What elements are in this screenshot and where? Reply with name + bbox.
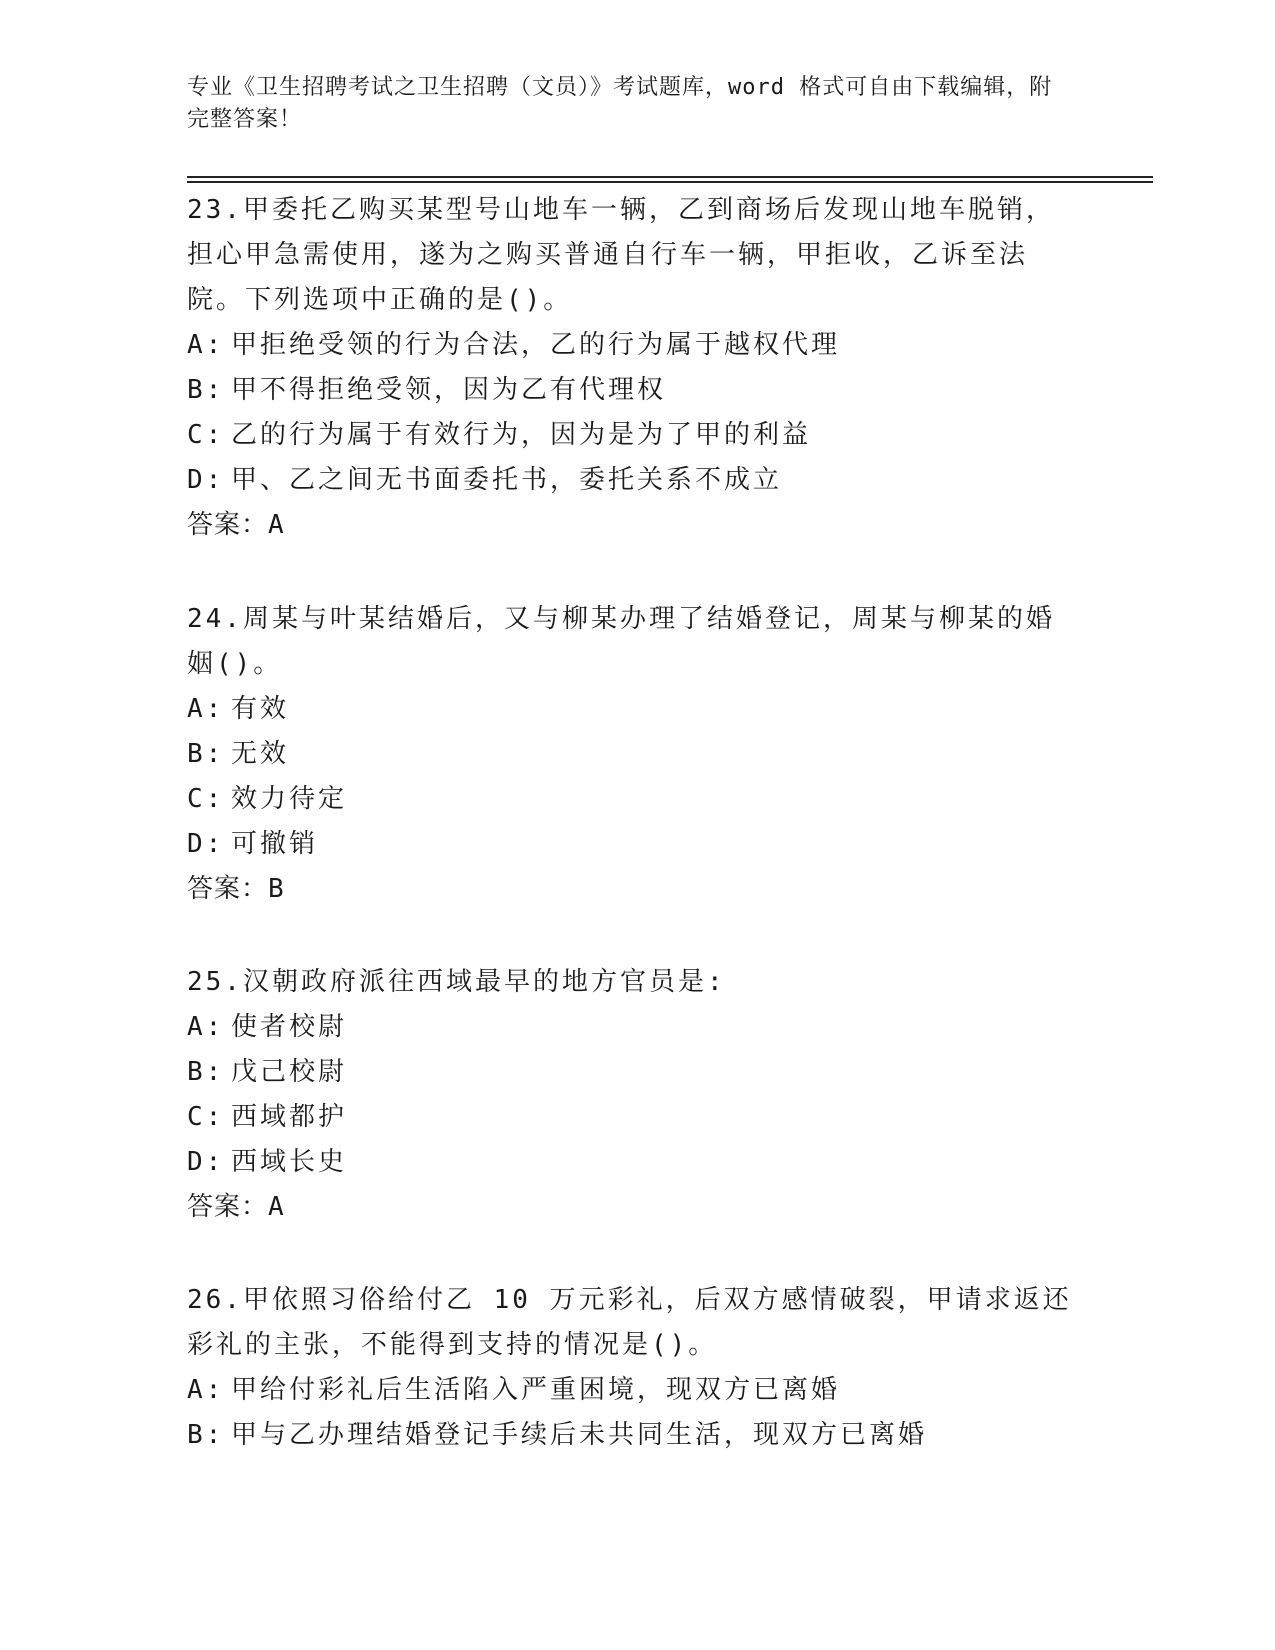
option-text: 甲、乙之间无书面委托书，委托关系不成立 bbox=[231, 465, 783, 495]
option-text: 可撤销 bbox=[231, 829, 319, 859]
option-letter: D: bbox=[187, 829, 225, 859]
option-letter: C: bbox=[187, 1102, 225, 1132]
question-stem: 25.汉朝政府派往西域最早的地方官员是: bbox=[187, 967, 726, 997]
option-text: 乙的行为属于有效行为，因为是为了甲的利益 bbox=[231, 420, 812, 450]
header-divider-bottom bbox=[187, 181, 1153, 183]
option-text: 效力待定 bbox=[231, 784, 348, 814]
option-letter: B: bbox=[187, 1057, 225, 1087]
option-letter: A: bbox=[187, 1375, 225, 1405]
option-c bbox=[187, 413, 1077, 458]
option-c bbox=[187, 1095, 1077, 1140]
option-text: 甲与乙办理结婚登记手续后未共同生活，现双方已离婚 bbox=[231, 1420, 928, 1450]
question-24 bbox=[187, 597, 1077, 912]
answer-label: 答案： bbox=[187, 874, 269, 904]
header-divider-top bbox=[187, 176, 1153, 178]
option-text: 甲不得拒绝受领，因为乙有代理权 bbox=[231, 375, 667, 405]
question-stem: 24.周某与叶某结婚后，又与柳某办理了结婚登记，周某与柳某的婚姻()。 bbox=[187, 604, 1055, 679]
answer-line bbox=[187, 503, 1077, 548]
option-text: 有效 bbox=[231, 694, 290, 724]
question-stem: 26.甲依照习俗给付乙 10 万元彩礼，后双方感情破裂，甲请求返还彩礼的主张，不能得到支持的情况是()。 bbox=[187, 1285, 1072, 1360]
option-list bbox=[187, 1005, 1077, 1185]
option-text: 甲给付彩礼后生活陷入严重困境，现双方已离婚 bbox=[231, 1375, 841, 1405]
option-text: 西域都护 bbox=[231, 1102, 348, 1132]
option-text: 甲拒绝受领的行为合法，乙的行为属于越权代理 bbox=[231, 330, 841, 360]
question-26 bbox=[187, 1278, 1077, 1458]
option-letter: A: bbox=[187, 694, 225, 724]
option-letter: C: bbox=[187, 420, 225, 450]
option-letter: D: bbox=[187, 465, 225, 495]
option-letter: C: bbox=[187, 784, 225, 814]
answer-value: A bbox=[268, 510, 285, 540]
option-letter: B: bbox=[187, 1420, 225, 1450]
option-letter: D: bbox=[187, 1147, 225, 1177]
option-text: 无效 bbox=[231, 739, 290, 769]
option-text: 使者校尉 bbox=[231, 1012, 348, 1042]
document-header: 专业《卫生招聘考试之卫生招聘（文员）》考试题库，word 格式可自由下载编辑，附完整答案！ bbox=[187, 75, 1053, 132]
answer-line bbox=[187, 1185, 1077, 1230]
question-stem: 23.甲委托乙购买某型号山地车一辆，乙到商场后发现山地车脱销，担心甲急需使用，遂为之购买普通自行车一辆，甲拒收，乙诉至法院。下列选项中正确的是()。 bbox=[187, 195, 1055, 315]
answer-value: A bbox=[268, 1192, 285, 1222]
option-letter: A: bbox=[187, 1012, 225, 1042]
option-d bbox=[187, 458, 1077, 503]
option-list bbox=[187, 1368, 1077, 1458]
option-d bbox=[187, 1140, 1077, 1185]
option-a bbox=[187, 1005, 1077, 1050]
option-b bbox=[187, 1413, 1077, 1458]
option-text: 戊己校尉 bbox=[231, 1057, 348, 1087]
option-b bbox=[187, 368, 1077, 413]
question-25 bbox=[187, 960, 1077, 1230]
option-text: 西域长史 bbox=[231, 1147, 348, 1177]
option-a bbox=[187, 323, 1077, 368]
option-list bbox=[187, 323, 1077, 503]
answer-label: 答案： bbox=[187, 1192, 269, 1222]
option-a bbox=[187, 687, 1077, 732]
option-b bbox=[187, 732, 1077, 777]
answer-label: 答案： bbox=[187, 510, 269, 540]
option-letter: A: bbox=[187, 330, 225, 360]
answer-line bbox=[187, 867, 1077, 912]
option-c bbox=[187, 777, 1077, 822]
question-23 bbox=[187, 188, 1077, 548]
option-b bbox=[187, 1050, 1077, 1095]
option-letter: B: bbox=[187, 739, 225, 769]
answer-value: B bbox=[268, 874, 285, 904]
option-d bbox=[187, 822, 1077, 867]
option-list bbox=[187, 687, 1077, 867]
option-letter: B: bbox=[187, 375, 225, 405]
option-a bbox=[187, 1368, 1077, 1413]
